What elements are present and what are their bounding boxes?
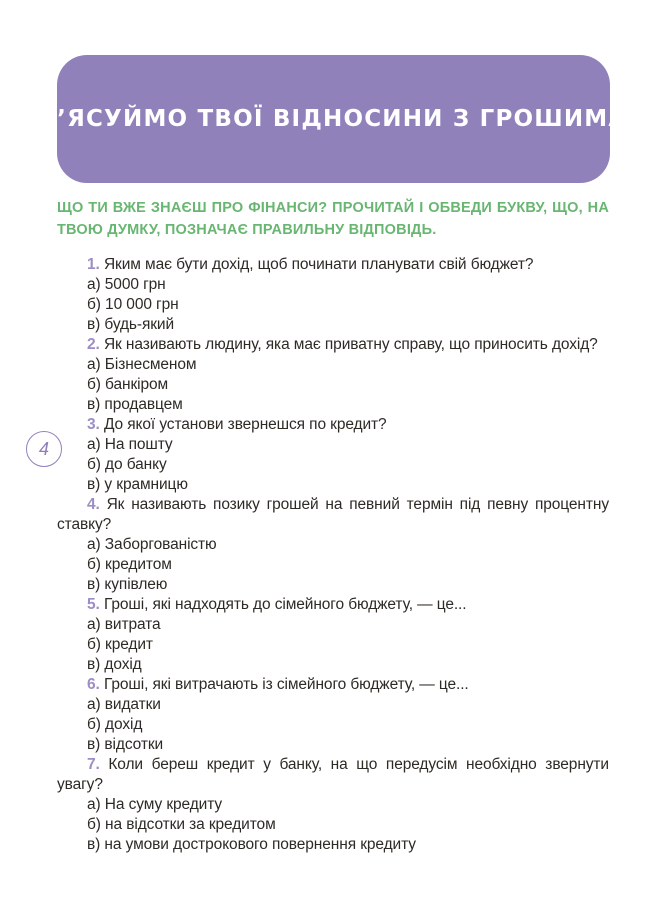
option-line: в) у крамницю xyxy=(87,476,188,493)
question-body: Гроші, які витрачають із сімейного бюджету, — це... xyxy=(103,676,469,693)
question-number: 4. xyxy=(87,496,100,513)
question-text xyxy=(57,675,609,695)
option-line: а) 5000 грн xyxy=(87,276,166,293)
question-number: 5. xyxy=(87,596,100,613)
question-block-6 xyxy=(57,675,609,755)
question-body: Гроші, які надходять до сімейного бюджету, — це... xyxy=(103,596,467,613)
question-body: Яким має бути дохід, щоб починати планувати свій бюджет? xyxy=(103,256,534,273)
option-line: а) На пошту xyxy=(87,436,173,453)
question-body: Як називають позику грошей на певний термін під певну процентну ставку? xyxy=(57,496,609,533)
option-line: б) банкіром xyxy=(87,376,169,393)
option-line: б) 10 000 грн xyxy=(87,296,179,313)
question-block-3 xyxy=(57,415,609,495)
question-body: Як називають людину, яка має приватну справу, що приносить дохід? xyxy=(103,336,598,353)
option-line: а) Бізнесменом xyxy=(87,356,197,373)
question-number: 3. xyxy=(87,416,100,433)
option-line: б) кредит xyxy=(87,636,153,653)
question-text xyxy=(57,415,609,435)
option-line: а) витрата xyxy=(87,616,161,633)
question-text xyxy=(57,495,609,535)
question-block-7 xyxy=(57,755,609,855)
page-title: З’ЯСУЙМО ТВОЇ ВІДНОСИНИ З ГРОШИМА xyxy=(39,106,628,132)
question-text xyxy=(57,255,609,275)
option-line: в) будь-який xyxy=(87,316,175,333)
question-block-2 xyxy=(57,335,609,415)
option-line: а) На суму кредиту xyxy=(87,796,223,813)
page-content xyxy=(57,197,609,855)
page-number: 4 xyxy=(38,438,49,459)
questions-list xyxy=(57,255,609,855)
question-block-1 xyxy=(57,255,609,335)
question-number: 6. xyxy=(87,676,100,693)
option-line: в) на умови дострокового повернення кредиту xyxy=(87,836,416,853)
question-text xyxy=(57,595,609,615)
question-block-4 xyxy=(57,495,609,595)
question-block-5 xyxy=(57,595,609,675)
question-body: Коли береш кредит у банку, на що передусім необхідно звернути увагу? xyxy=(57,756,609,793)
question-body: До якої установи звернешся по кредит? xyxy=(103,416,387,433)
question-number: 2. xyxy=(87,336,100,353)
question-number: 7. xyxy=(87,756,100,773)
option-line: а) видатки xyxy=(87,696,161,713)
option-line: б) до банку xyxy=(87,456,167,473)
header-banner xyxy=(39,55,628,183)
intro-instructions: ЩО ТИ ВЖЕ ЗНАЄШ ПРО ФІНАНСИ? ПРОЧИТАЙ І ОБВЕДИ БУКВУ, ЩО, НА ТВОЮ ДУМКУ, ПОЗНАЧАЄ ПРАВИЛЬНУ ВІДПОВІДЬ. xyxy=(57,200,609,238)
option-line: б) кредитом xyxy=(87,556,172,573)
question-text xyxy=(57,335,609,355)
page-number-badge xyxy=(26,431,62,467)
option-line: в) дохід xyxy=(87,656,142,673)
question-number: 1. xyxy=(87,256,100,273)
option-line: в) відсотки xyxy=(87,736,164,753)
option-line: в) продавцем xyxy=(87,396,183,413)
option-line: в) купівлею xyxy=(87,576,168,593)
option-line: б) дохід xyxy=(87,716,143,733)
option-line: б) на відсотки за кредитом xyxy=(87,816,276,833)
option-line: а) Заборгованістю xyxy=(87,536,217,553)
question-text xyxy=(57,755,609,795)
